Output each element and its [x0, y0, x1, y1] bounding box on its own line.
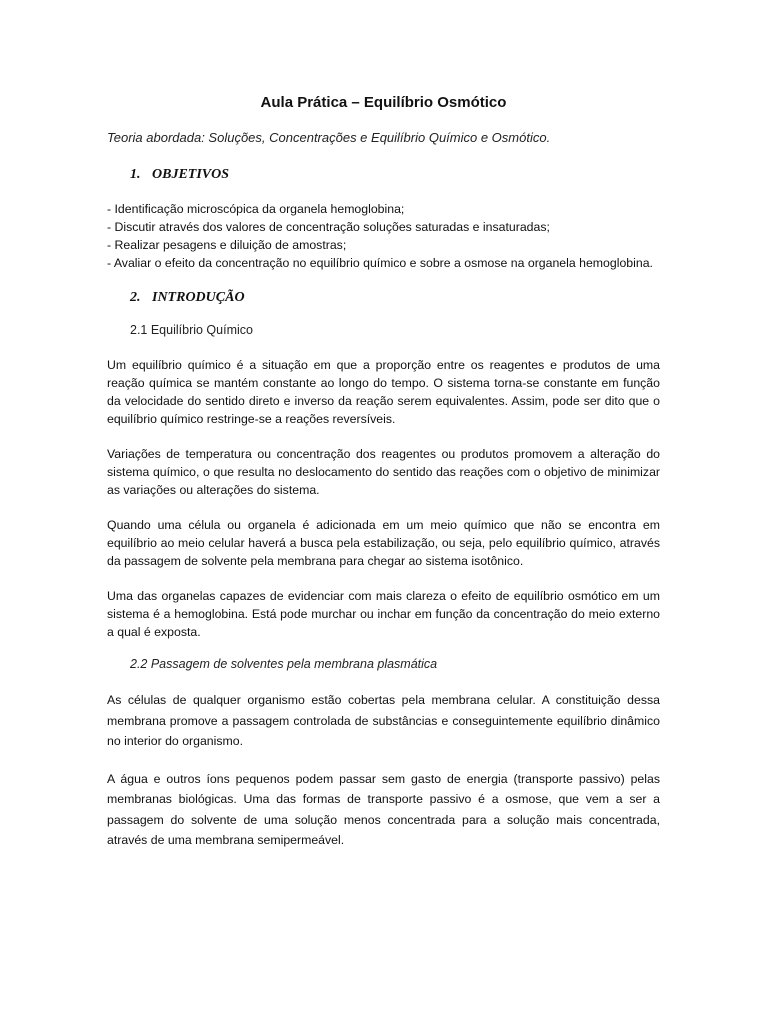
list-item: - Realizar pesagens e diluição de amostras; [107, 238, 347, 252]
document-body [107, 93, 660, 851]
section-heading-introducao [107, 289, 660, 307]
paragraph: Variações de temperatura ou concentração dos reagentes ou produtos promovem a alteração do sistema químico, o que resulta no deslocamento do sentido das reações com o objetivo de minimizar as variações ou alterações do sistema. [107, 447, 660, 497]
subsection-heading-equilibrio-quimico: 2.1 Equilíbrio Químico [130, 323, 253, 337]
subsection-heading-passagem-solventes: 2.2 Passagem de solventes pela membrana plasmática [130, 657, 438, 671]
paragraph: Um equilíbrio químico é a situação em que a proporção entre os reagentes e produtos de uma reação química se mantém constante ao longo do tempo. O sistema torna-se constante em função da velocidade do sentido direto e inverso da reação serem equivalentes. Assim, pode ser dito que o equilíbrio químico restringe-se a reações reversíveis. [107, 358, 660, 426]
document-subtitle: Teoria abordada: Soluções, Concentrações e Equilíbrio Químico e Osmótico. [107, 130, 551, 145]
section-number: 1. [130, 167, 141, 182]
section-title: OBJETIVOS [152, 167, 230, 182]
section-heading-objetivos [107, 166, 660, 184]
list-item: - Avaliar o efeito da concentração no equilíbrio químico e sobre a osmose na organela hemoglobina. [107, 256, 653, 270]
paragraph: A água e outros íons pequenos podem passar sem gasto de energia (transporte passivo) pelas membranas biológicas. Uma das formas de transporte passivo é a osmose, que vem a ser a passagem do solvente de uma solução menos concentrada para a solução mais concentrada, através de uma membrana semipermeável. [107, 771, 660, 847]
paragraph: Quando uma célula ou organela é adicionada em um meio químico que não se encontra em equilíbrio ao meio celular haverá a busca pela estabilização, ou seja, pelo equilíbrio químico, através da passagem de solvente pela membrana para chegar ao sistema isotônico. [107, 518, 660, 568]
paragraph: As células de qualquer organismo estão cobertas pela membrana celular. A constituição dessa membrana promove a passagem controlada de substâncias e conseguintemente equilíbrio dinâmico no interior do organismo. [107, 693, 660, 748]
list-item: - Discutir através dos valores de concentração soluções saturadas e insaturadas; [107, 220, 550, 234]
list-item: - Identificação microscópica da organela hemoglobina; [107, 202, 405, 216]
page-title: Aula Prática – Equilíbrio Osmótico [260, 94, 507, 111]
section-number: 2. [130, 290, 141, 305]
paragraph: Uma das organelas capazes de evidenciar com mais clareza o efeito de equilíbrio osmótico em um sistema é a hemoglobina. Está pode murchar ou inchar em função da concentração do meio externo a qual é exposta. [107, 589, 660, 639]
objectives-list [107, 200, 660, 272]
section-title: INTRODUÇÃO [152, 290, 245, 305]
